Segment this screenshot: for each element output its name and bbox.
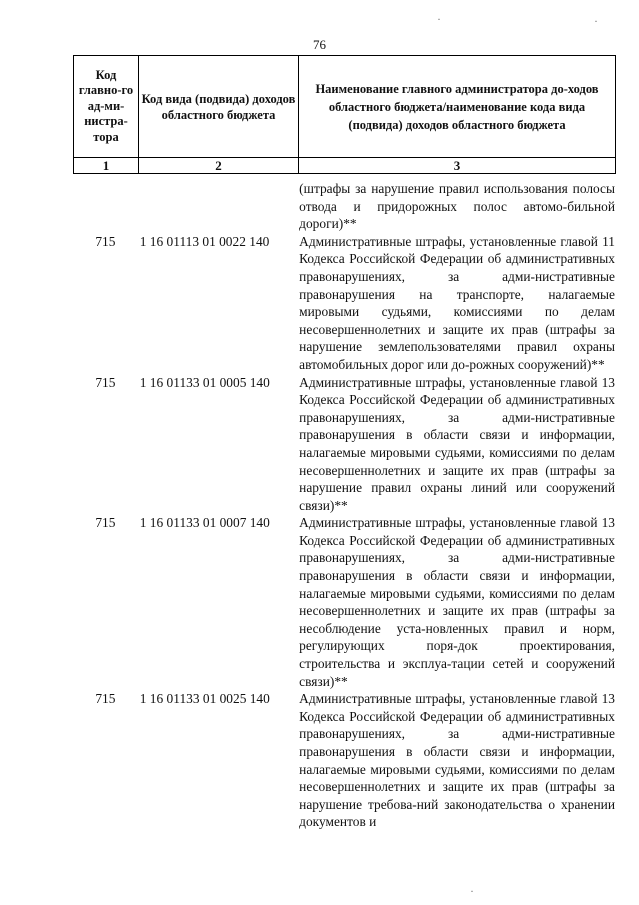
column-number-2: 2 bbox=[139, 158, 299, 174]
admin-code: 715 bbox=[95, 691, 116, 707]
income-code: 1 16 01133 01 0005 140 bbox=[139, 374, 270, 390]
header-name: Наименование главного администратора до-ходов областного бюджета/наименование кода вида (подвида) доходов областного бюджета bbox=[299, 56, 616, 158]
column-number-1: 1 bbox=[74, 158, 139, 174]
income-code: 1 16 01133 01 0007 140 bbox=[139, 515, 270, 531]
scan-speck: · bbox=[594, 14, 598, 28]
scan-speck: · bbox=[437, 12, 441, 26]
admin-code: 715 bbox=[95, 233, 116, 249]
table-row bbox=[73, 233, 615, 374]
income-code: 1 16 01113 01 0022 140 bbox=[139, 233, 270, 249]
table-row bbox=[73, 374, 615, 515]
admin-code: 715 bbox=[95, 515, 116, 531]
scan-speck: · bbox=[470, 884, 474, 898]
table-header bbox=[73, 55, 616, 174]
header-admin-code: Код главно-го ад-ми-нистра-тора bbox=[74, 56, 139, 158]
income-name: Административные штрафы, установленные главой 13 Кодекса Российской Федерации об административных правонарушениях, за адми-нистративные правонарушения в области связи и информации, налагаемые мировыми судьями, комиссиями по делам несовершеннолетних и защите их прав (штрафы за нарушение требова-ний законодательства о хранении документов и bbox=[299, 691, 615, 830]
admin-code: 715 bbox=[95, 374, 116, 390]
header-row bbox=[74, 56, 616, 158]
table-row bbox=[73, 514, 615, 690]
income-code: 1 16 01133 01 0025 140 bbox=[139, 691, 270, 707]
table-body bbox=[73, 180, 615, 831]
continuation-row bbox=[73, 180, 615, 233]
page-number: 76 bbox=[313, 37, 326, 52]
income-name: Административные штрафы, установленные главой 13 Кодекса Российской Федерации об административных правонарушениях, за адми-нистративные правонарушения в области связи и информации, налагаемые мировыми судьями, комиссиями по делам несовершеннолетних и защите их прав (штрафы за несоблюдение уста-новленных правил и норм, регулирующих поря-док проектирования, строительства и эксплуа-тации сетей и сооружений связи)** bbox=[299, 515, 615, 689]
continuation-text: (штрафы за нарушение правил использования полосы отвода и придорожных полос автомо-бильной дороги)** bbox=[299, 181, 615, 232]
income-name: Административные штрафы, установленные главой 13 Кодекса Российской Федерации об административных правонарушениях, за адми-нистративные правонарушения в области связи и информации, налагаемые мировыми судьями, комиссиями по делам несовершеннолетних и защите их прав (штрафы за нарушение правил охраны линий или сооружений связи)** bbox=[299, 374, 615, 513]
table-row bbox=[73, 690, 615, 831]
column-number-row bbox=[74, 158, 616, 174]
income-name: Административные штрафы, установленные главой 11 Кодекса Российской Федерации об административных правонарушениях, за адми-нистративные правонарушения на транспорте, налагаемые мировыми судьями, комиссиями по делам несовершеннолетних и защите их прав (штрафы за нарушение землепользователями правил охраны автомобильных дорог или до-рожных сооружений)** bbox=[299, 233, 615, 372]
header-income-code: Код вида (подвида) доходов областного бюджета bbox=[139, 56, 299, 158]
column-number-3: 3 bbox=[299, 158, 616, 174]
